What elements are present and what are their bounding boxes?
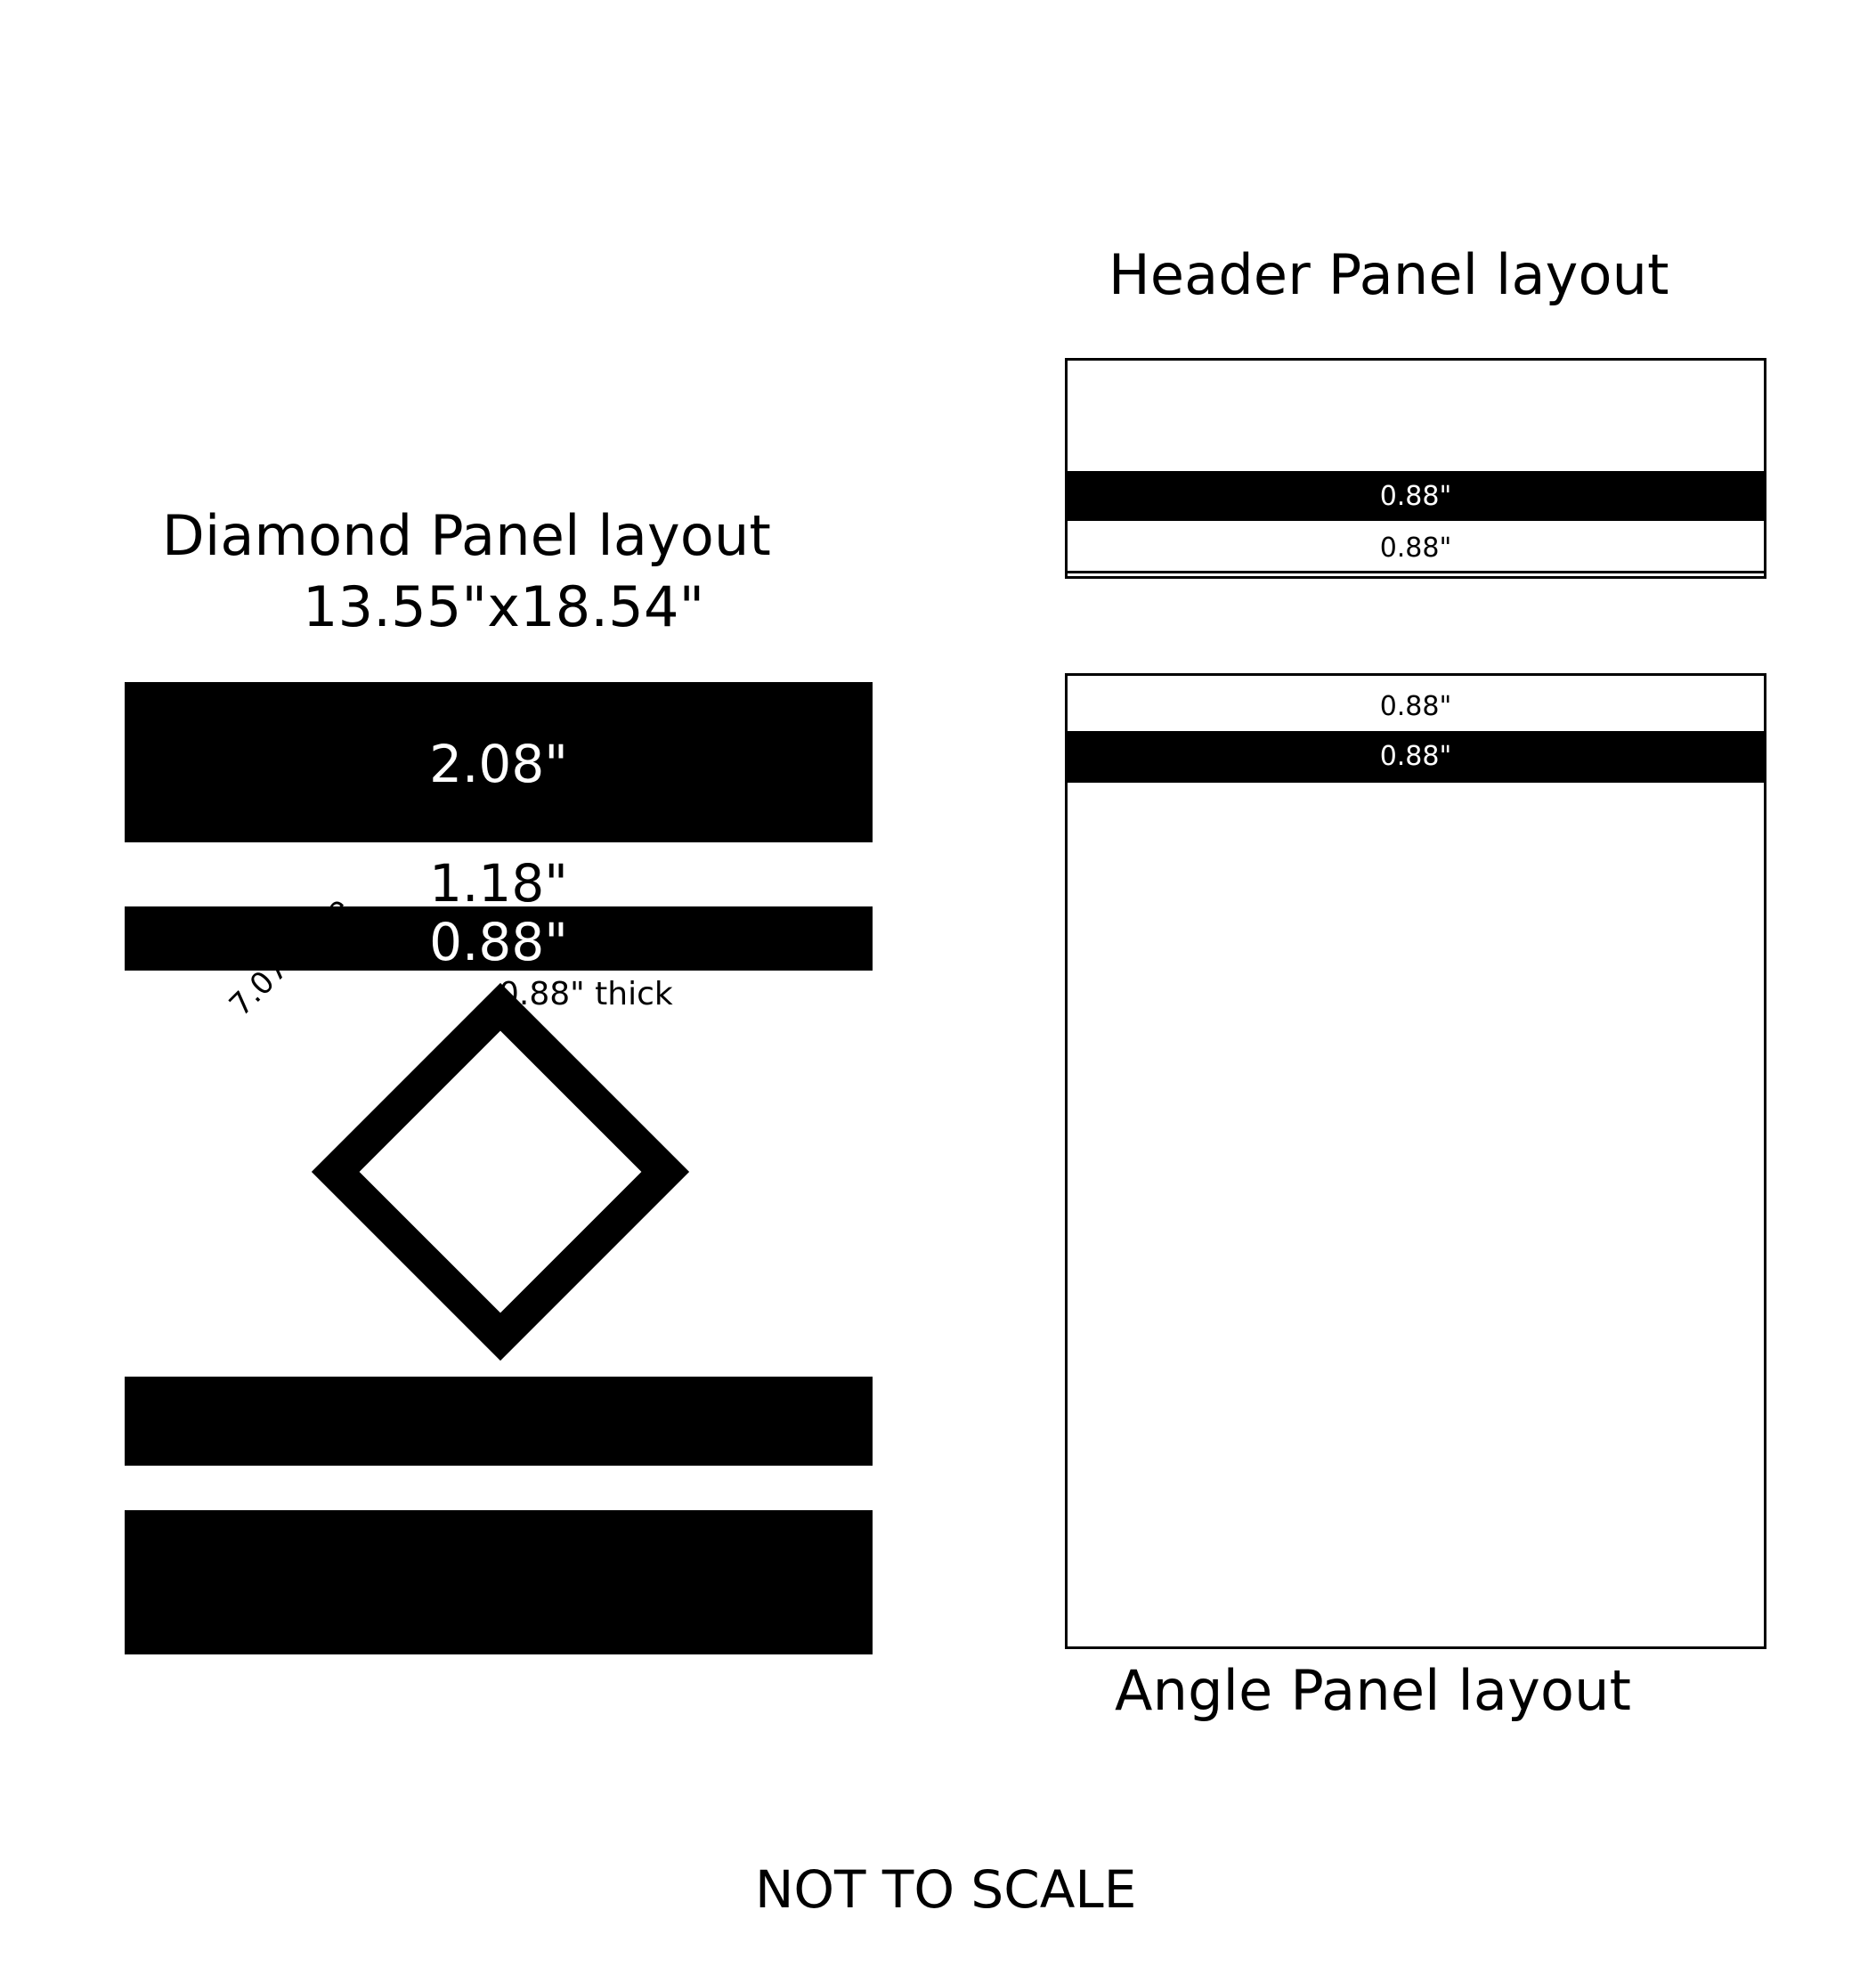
header-band-1-label: 0.88" <box>1379 481 1452 512</box>
angle-panel-title: Angle Panel layout <box>1115 1658 1632 1723</box>
diamond-inner <box>360 1031 642 1313</box>
diamond-stripe-1-label: 2.08" <box>429 734 568 794</box>
diamond-stripe-4 <box>125 1510 873 1654</box>
scale-note: NOT TO SCALE <box>755 1859 1137 1920</box>
diamond-side-label: 7.07" side <box>223 890 356 1024</box>
diamond-stripe-3 <box>125 1377 873 1466</box>
diamond-panel-title: Diamond Panel layout <box>162 503 772 568</box>
header-band-divider <box>1068 571 1764 573</box>
angle-band-2-label: 0.88" <box>1379 741 1452 772</box>
angle-panel <box>1065 673 1766 1649</box>
header-band-2-label: 0.88" <box>1379 532 1452 564</box>
diamond-stripe-3-label: 0.88" <box>429 912 568 972</box>
header-panel <box>1065 358 1766 579</box>
angle-band-1-label: 0.88" <box>1379 691 1452 722</box>
diamond-panel-subtitle: 13.55"x18.54" <box>303 574 705 639</box>
diamond-stripe-2-label: 1.18" <box>429 853 568 914</box>
diamond-panel <box>125 682 873 1654</box>
diamond-shape <box>305 976 696 1368</box>
diamond-thickness-label: 0.88" thick <box>499 976 673 1012</box>
header-panel-title: Header Panel layout <box>1109 242 1669 307</box>
